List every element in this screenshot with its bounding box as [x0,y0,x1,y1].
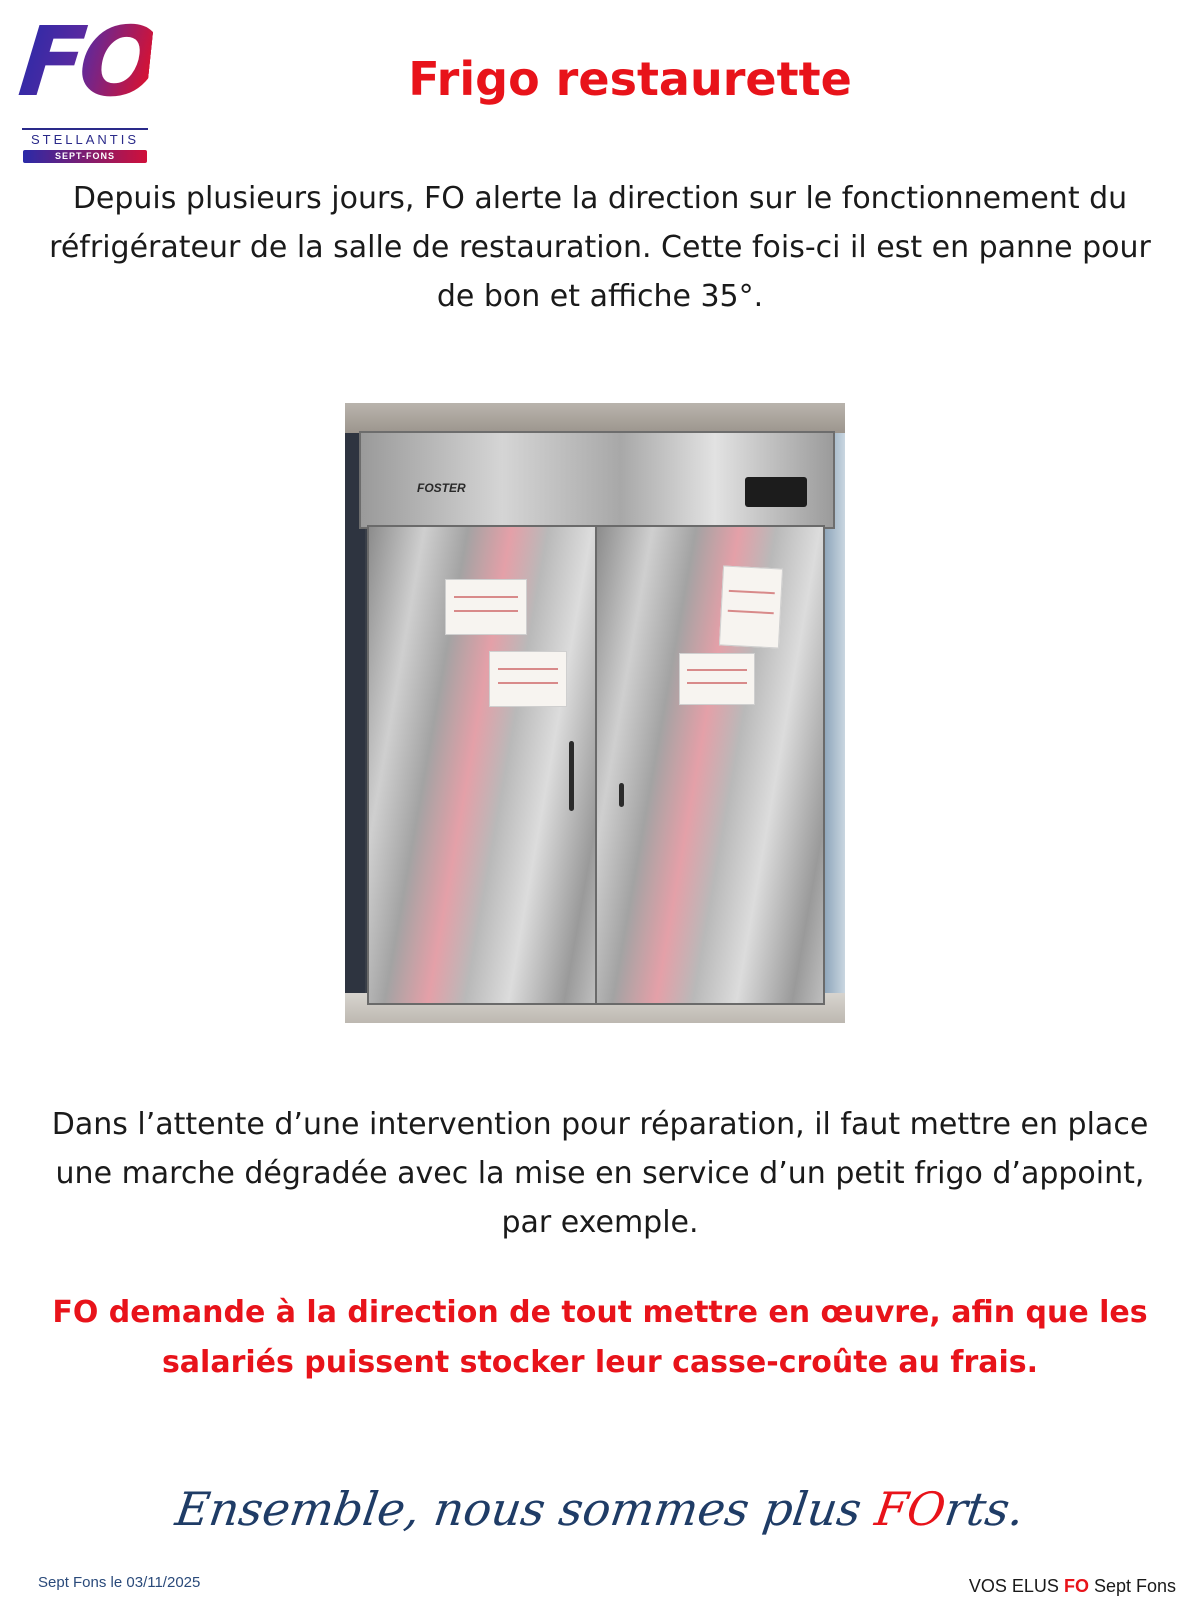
posted-note [719,565,783,648]
logo-divider [22,128,148,130]
footer-signature [969,1576,1176,1597]
fridge-handle-left [569,741,574,811]
slogan [146,1482,1054,1536]
fridge-display [745,477,807,507]
fridge-handle-right [619,783,624,807]
posted-note [489,651,567,707]
intro-paragraph: Depuis plusieurs jours, FO alerte la direction sur le fonctionnement du réfrigérateur de la salle de restauration. Cette fois-ci il est en panne pour de bon et affiche 35°. [49,181,1151,314]
fo-logo-text: FO [14,6,162,118]
fo-logo [14,6,162,161]
logo-site: SEPT-FONS [23,150,147,163]
posted-note [445,579,527,635]
body-paragraph: Dans l’attente d’une intervention pour réparation, il faut mettre en place une marche dégradée avec la mise en service d’un petit frigo d’appoint, par exemple. [51,1107,1149,1240]
page-title: Frigo restaurette [408,52,852,106]
slogan-highlight: FO [871,1482,949,1536]
photo-ceiling [345,403,845,433]
fridge-door-right [595,525,825,1005]
slogan-prefix: Ensemble, nous sommes plus [172,1482,880,1536]
fridge-top-panel [359,431,835,529]
demand-paragraph: FO demande à la direction de tout mettre en œuvre, afin que les salariés puissent stocker leur casse-croûte au frais. [52,1295,1148,1380]
fridge-brand: FOSTER [417,481,466,495]
logo-company: STELLANTIS [30,132,140,147]
fridge-photo [345,403,845,1023]
slogan-suffix: rts. [941,1482,1028,1536]
posted-note [679,653,755,705]
signature-suffix: Sept Fons [1088,1576,1176,1596]
footer-date: Sept Fons le 03/11/2025 [38,1574,201,1591]
signature-highlight: FO [1063,1576,1089,1596]
signature-prefix: VOS ELUS [968,1576,1064,1596]
